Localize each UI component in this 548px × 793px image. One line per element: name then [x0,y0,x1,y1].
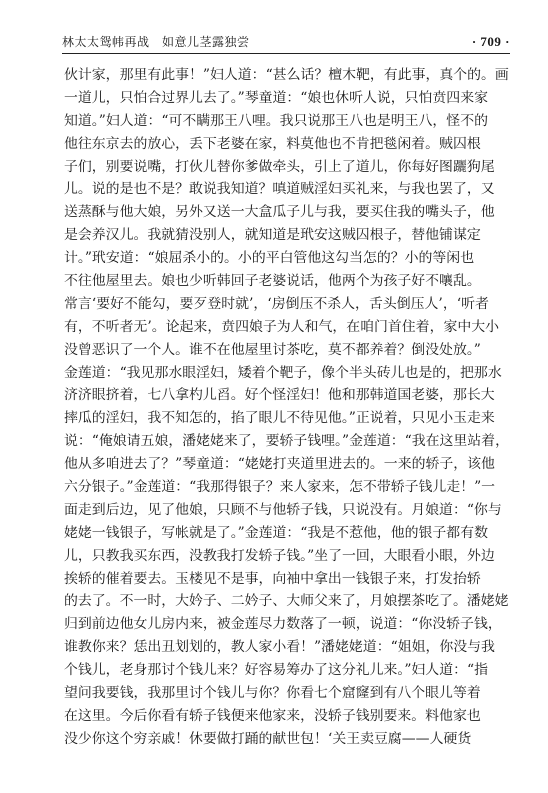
page-number: · 709 · [471,34,510,49]
text-line: 六分银子。”金莲道：“我那得银子？来人家来，怎不带轿子钱儿走！”一 [64,479,496,496]
text-line: 子们，别要说嘴，打伙儿替你爹做牵头，引上了道儿，你每好图躧狗尾 [64,158,495,175]
text-line: 在这里。今后你看有轿子钱便来他家来，没轿子钱别要来。料他家也 [64,707,481,724]
header-rule [62,53,510,54]
text-line: 常言‘要好不能勾，要歹登时就’，‘房倒压不杀人，舌头倒压人’，‘听者 [64,295,489,312]
text-line: 儿，只教我买东西，没教我打发轿子钱。”坐了一回，大眼看小眼，外边 [64,547,495,564]
body-text [64,64,510,751]
text-line: 是会养汉儿。我就猜没别人，就知道是玳安这贼囚根子，替他铺谋定 [64,227,481,244]
text-line: 说：“俺娘请五娘，潘姥姥来了，要轿子钱哩。”金莲道：“我在这里站着， [64,433,509,450]
text-line: 计。”玳安道：“娘屈杀小的。小的平白管他这勾当怎的？小的等闲也 [64,250,475,267]
text-line: 的去了。不一时，大妗子、二妗子、大师父来了，月娘摆茶吃了。潘姥姥 [64,593,509,610]
text-line: 没少你这个穷亲戚！休要做打踊的献世包！‘关王卖豆腐——人硬货 [64,730,472,747]
text-line: 送蒸酥与他大娘，另外又送一大盒瓜子儿与我，要买住我的嘴头子，他 [64,204,495,221]
text-line: 没曾恶识了一个人。谁不在他屋里讨茶吃，莫不都养着？倒没处放。” [64,341,481,358]
text-line: 姥姥一钱银子，写帐就是了。”金莲道：“我是不惹他，他的银子都有数 [64,524,488,541]
text-line: 儿。说的是也不是？敢说我知道？嗔道贼淫妇买礼来，与我也罢了，又 [64,181,495,198]
text-line: 挨轿的催着要去。玉楼见不是事，向袖中拿出一钱银子来，打发抬轿 [64,570,481,587]
text-line: 不往他屋里去。娘也少听韩回子老婆说话，他两个为孩子好不嚷乱。 [64,273,481,290]
running-header [62,32,510,52]
text-line: 谁教你来？恁出丑划划的，教人家小看！”潘姥姥道：“姐姐，你没与我 [64,639,495,656]
text-line: 金莲道：“我见那水眼淫妇，矮着个靶子，像个半头砖儿也是的，把那水 [64,364,502,381]
chapter-title: 林太太鸳帏再战 如意儿茎露独尝 [62,35,250,49]
text-line: 有，不听者无’。论起来，贲四娘子为人和气，在咱门首住着，家中大小 [64,318,500,335]
text-line: 望问我要钱，我那里讨个钱儿与你？你看七个窟窿到有八个眼儿等着 [64,685,481,702]
text-line: 知道。”妇人道：“可不瞒那王八哩。我只说那王八也是明王八，怪不的 [64,112,488,129]
text-line: 归到前边他女儿房内来，被金莲尽力数落了一顿，说道：“你没轿子钱， [64,616,502,633]
text-line: 摔瓜的淫妇，我不知怎的，掐了眼儿不待见他。”正说着，只见小玉走来 [64,410,495,427]
text-line: 济济眼挤着，七八拿杓儿舀。好个怪淫妇！他和那韩道国老婆，那长大 [64,387,495,404]
text-line: 伙计家，那里有此事！”妇人道：“甚么话？檀木靶，有此事，真个的。画 [64,67,509,83]
text-line: 他从多咱进去了？”琴童道：“姥姥打夹道里进去的。一来的轿子，该他 [64,456,495,473]
text-line: 面走到后边，见了他娘，只顾不与他轿子钱，只说没有。月娘道：“你与 [64,501,502,518]
text-line: 一道儿，只怕合过界儿去了。”琴童道：“娘也休听人说，只怕贲四来家 [64,89,488,106]
text-line: 个钱儿，老身那讨个钱儿来？好容易筹办了这分礼儿来。”妇人道：“指 [64,662,488,679]
text-line: 他往东京去的放心，丢下老婆在家，料莫他也不肯把毯闲着。贼囚根 [64,135,481,152]
